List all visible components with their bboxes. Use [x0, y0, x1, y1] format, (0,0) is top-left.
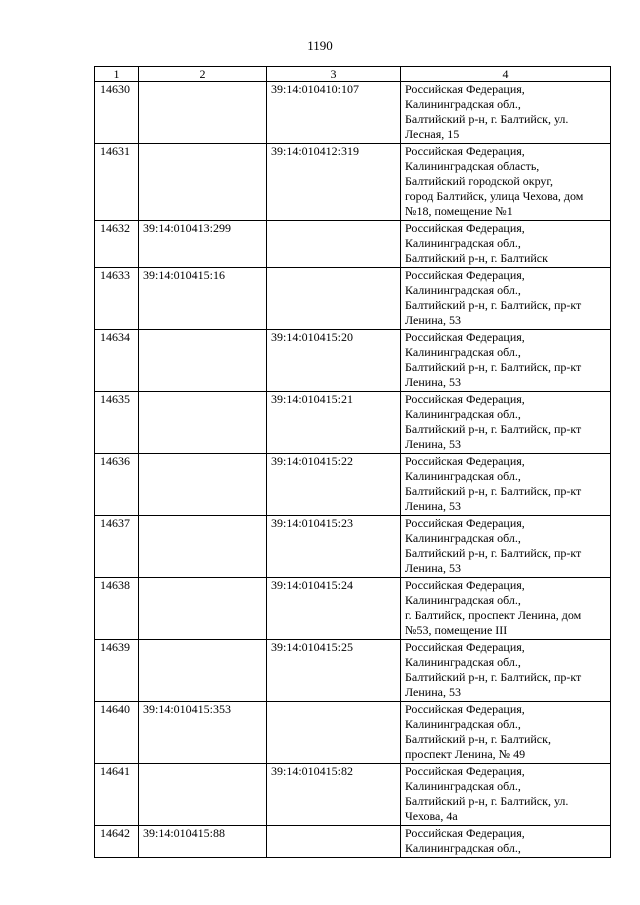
- cadastral-number-2-cell: 39:14:010415:16: [139, 268, 267, 330]
- registry-table: [94, 66, 611, 858]
- page-number: 1190: [307, 38, 333, 53]
- row-number-cell: 14640: [95, 702, 139, 764]
- address-cell: Российская Федерация, Калининградская обл., Балтийский р-н, г. Балтийск, проспект Ленина, № 49: [401, 702, 611, 764]
- address-cell: Российская Федерация, Калининградская обл., г. Балтийск, проспект Ленина, дом №53, помещение III: [401, 578, 611, 640]
- address-cell: Российская Федерация, Калининградская обл., Балтийский р-н, г. Балтийск, пр-кт Ленина, 53: [401, 454, 611, 516]
- cadastral-number-3-cell: 39:14:010415:22: [267, 454, 401, 516]
- table-row: [95, 82, 611, 144]
- table-row: [95, 702, 611, 764]
- cadastral-number-3-cell: 39:14:010415:20: [267, 330, 401, 392]
- address-cell: Российская Федерация, Калининградская обл., Балтийский р-н, г. Балтийск, пр-кт Ленина, 53: [401, 516, 611, 578]
- address-cell: Российская Федерация, Калининградская обл., Балтийский р-н, г. Балтийск, пр-кт Ленина, 53: [401, 330, 611, 392]
- table-header: [95, 67, 611, 82]
- table-row: [95, 516, 611, 578]
- table-row: [95, 640, 611, 702]
- header-row: [95, 67, 611, 82]
- address-cell: Российская Федерация, Калининградская обл., Балтийский р-н, г. Балтийск, пр-кт Ленина, 53: [401, 640, 611, 702]
- address-cell: Российская Федерация, Калининградская обл., Балтийский р-н, г. Балтийск, пр-кт Ленина, 53: [401, 392, 611, 454]
- table-body: [95, 82, 611, 858]
- row-number-cell: 14634: [95, 330, 139, 392]
- cadastral-number-2-cell: [139, 764, 267, 826]
- row-number-cell: 14638: [95, 578, 139, 640]
- cadastral-number-2-cell: [139, 578, 267, 640]
- cadastral-number-3-cell: 39:14:010415:23: [267, 516, 401, 578]
- table-row: [95, 764, 611, 826]
- cadastral-number-3-cell: [267, 826, 401, 858]
- table-row: [95, 454, 611, 516]
- table-row: [95, 330, 611, 392]
- cadastral-number-3-cell: [267, 268, 401, 330]
- column-header-1: 1: [95, 67, 139, 82]
- row-number-cell: 14639: [95, 640, 139, 702]
- cadastral-number-2-cell: 39:14:010415:353: [139, 702, 267, 764]
- address-cell: Российская Федерация, Калининградская обл., Балтийский р-н, г. Балтийск, ул. Лесная, 15: [401, 82, 611, 144]
- row-number-cell: 14635: [95, 392, 139, 454]
- column-header-2: 2: [139, 67, 267, 82]
- table-row: [95, 826, 611, 858]
- cadastral-number-3-cell: 39:14:010412:319: [267, 144, 401, 221]
- cadastral-number-2-cell: [139, 330, 267, 392]
- cadastral-number-3-cell: 39:14:010415:21: [267, 392, 401, 454]
- table-row: [95, 221, 611, 268]
- address-cell: Российская Федерация, Калининградская обл., Балтийский р-н, г. Балтийск, ул. Чехова, 4а: [401, 764, 611, 826]
- address-cell: Российская Федерация, Калининградская обл.,: [401, 826, 611, 858]
- row-number-cell: 14641: [95, 764, 139, 826]
- row-number-cell: 14637: [95, 516, 139, 578]
- cadastral-number-3-cell: [267, 702, 401, 764]
- cadastral-number-2-cell: [139, 454, 267, 516]
- cadastral-number-2-cell: [139, 82, 267, 144]
- column-header-3: 3: [267, 67, 401, 82]
- table-row: [95, 268, 611, 330]
- row-number-cell: 14630: [95, 82, 139, 144]
- cadastral-number-3-cell: 39:14:010415:82: [267, 764, 401, 826]
- row-number-cell: 14636: [95, 454, 139, 516]
- row-number-cell: 14631: [95, 144, 139, 221]
- cadastral-number-3-cell: [267, 221, 401, 268]
- address-cell: Российская Федерация, Калининградская обл., Балтийский р-н, г. Балтийск, пр-кт Ленина, 53: [401, 268, 611, 330]
- cadastral-number-3-cell: 39:14:010410:107: [267, 82, 401, 144]
- cadastral-number-2-cell: [139, 640, 267, 702]
- table-row: [95, 392, 611, 454]
- cadastral-number-3-cell: 39:14:010415:24: [267, 578, 401, 640]
- table-row: [95, 578, 611, 640]
- cadastral-number-2-cell: [139, 144, 267, 221]
- row-number-cell: 14642: [95, 826, 139, 858]
- cadastral-number-2-cell: 39:14:010415:88: [139, 826, 267, 858]
- cadastral-number-3-cell: 39:14:010415:25: [267, 640, 401, 702]
- cadastral-number-2-cell: 39:14:010413:299: [139, 221, 267, 268]
- cadastral-number-2-cell: [139, 516, 267, 578]
- cadastral-number-2-cell: [139, 392, 267, 454]
- address-cell: Российская Федерация, Калининградская область, Балтийский городской округ, город Балтийск, улица Чехова, дом №18, помещение №1: [401, 144, 611, 221]
- address-cell: Российская Федерация, Калининградская обл., Балтийский р-н, г. Балтийск: [401, 221, 611, 268]
- column-header-4: 4: [401, 67, 611, 82]
- row-number-cell: 14633: [95, 268, 139, 330]
- table-row: [95, 144, 611, 221]
- row-number-cell: 14632: [95, 221, 139, 268]
